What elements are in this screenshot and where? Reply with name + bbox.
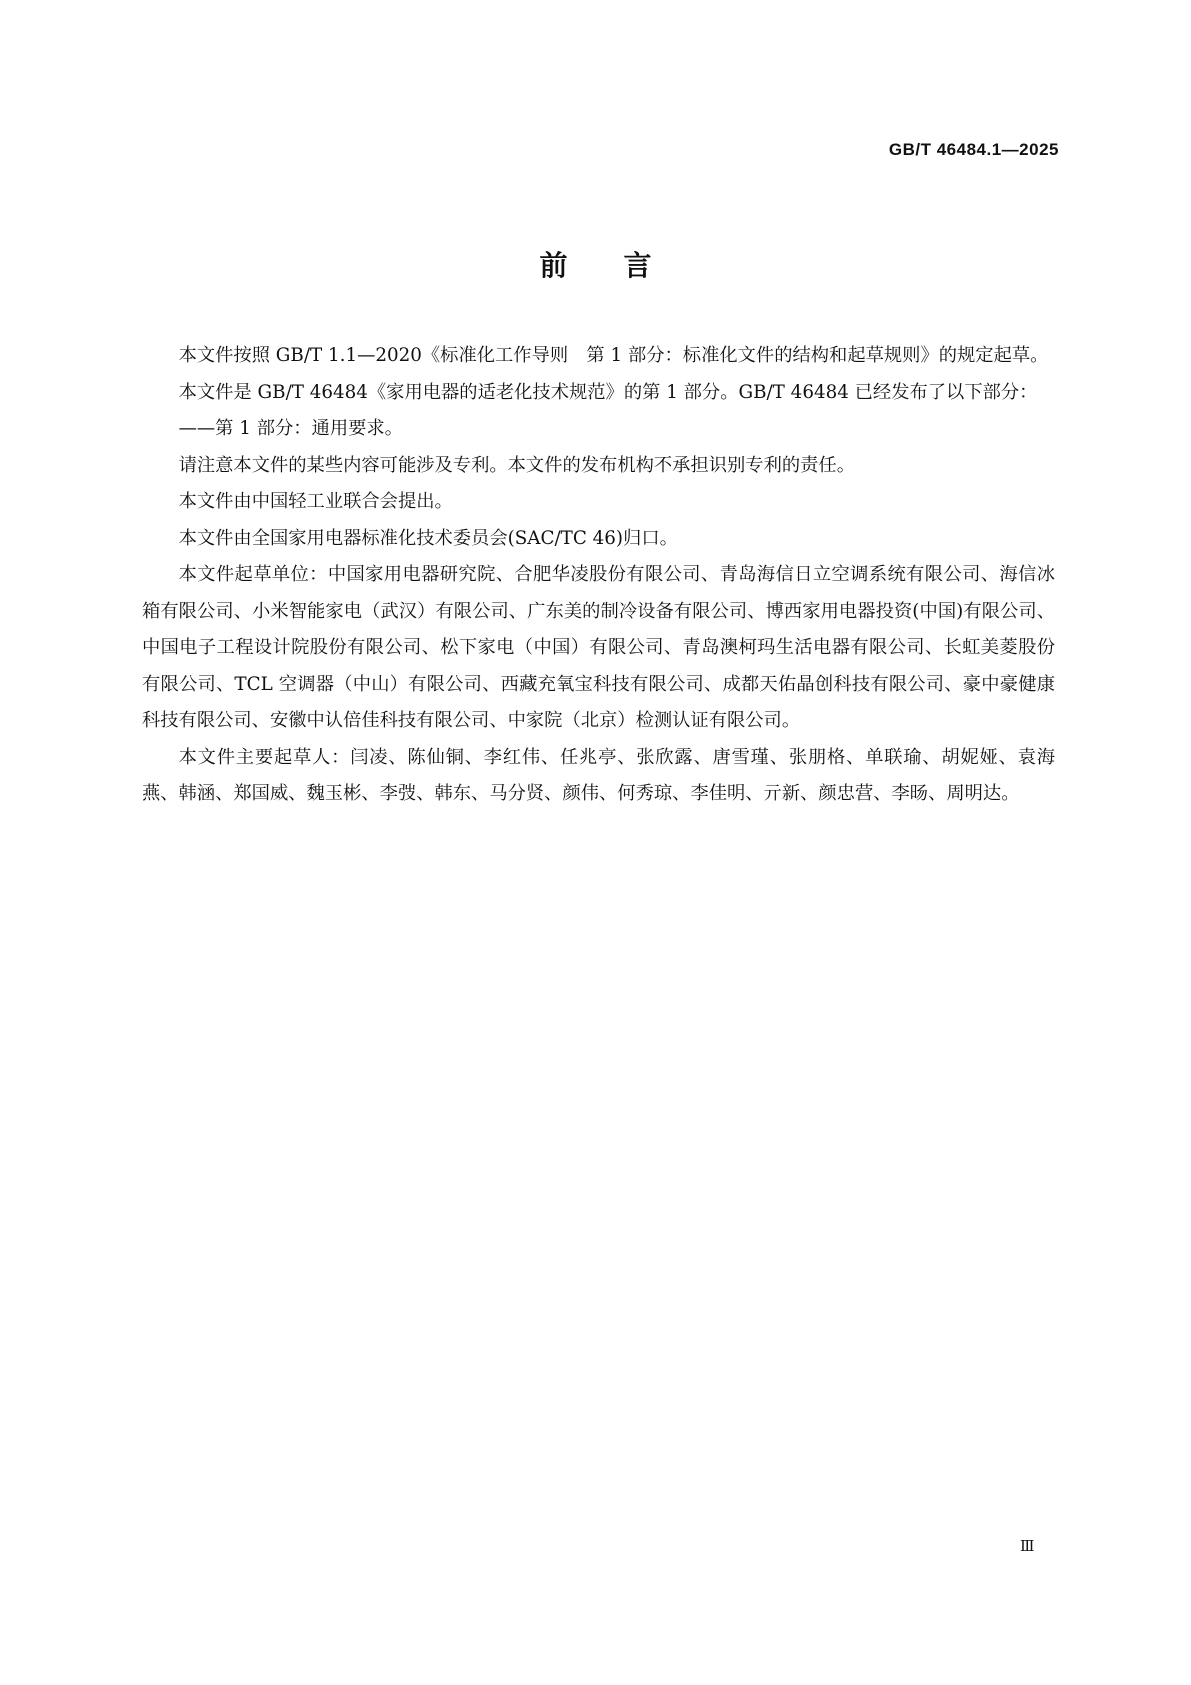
paragraph-drafting-units: 本文件起草单位：中国家用电器研究院、合肥华凌股份有限公司、青岛海信日立空调系统有限公司、海信冰箱有限公司、小米智能家电（武汉）有限公司、广东美的制冷设备有限公司、博西家用电器投资(中国)有限公司、中国电子工程设计院股份有限公司、松下家电（中国）有限公司、青岛澳柯玛生活电器有限公司、长虹美菱股份有限公司、TCL 空调器（中山）有限公司、西藏充氧宝科技有限公司、成都天佑晶创科技有限公司、豪中豪健康科技有限公司、安徽中认倍佳科技有限公司、中家院（北京）检测认证有限公司。: [142, 564, 1055, 731]
title-char-1: 前: [539, 249, 568, 282]
page-number: Ⅲ: [1020, 1537, 1035, 1555]
standard-number: GB/T 46484.1—2025: [888, 140, 1059, 159]
paragraph-patent-notice: 请注意本文件的某些内容可能涉及专利。本文件的发布机构不承担识别专利的责任。: [178, 454, 855, 476]
paragraph-administrator: 本文件由全国家用电器标准化技术委员会(SAC/TC 46)归口。: [178, 527, 678, 549]
page-title: [0, 244, 1191, 284]
foreword-body: [142, 338, 1055, 813]
paragraph-proposer: 本文件由中国轻工业联合会提出。: [178, 491, 453, 512]
paragraph-drafting-rules: 本文件按照 GB/T 1.1—2020《标准化工作导则 第 1 部分：标准化文件的结构和起草规则》的规定起草。: [178, 345, 1049, 366]
paragraph-drafters: 本文件主要起草人：闫凌、陈仙铜、李红伟、任兆亭、张欣露、唐雪瑾、张朋格、单联瑜、胡妮娅、袁海燕、韩涵、郑国威、魏玉彬、李弢、韩东、马分贤、颜伟、何秀琼、李佳明、亓新、颜忠营、李旸、周明达。: [142, 746, 1055, 804]
paragraph-part-statement: 本文件是 GB/T 46484《家用电器的适老化技术规范》的第 1 部分。GB/T 46484 已经发布了以下部分：: [178, 381, 1038, 403]
paragraph-part-list-item: ——第 1 部分：通用要求。: [178, 418, 403, 439]
title-char-2: 言: [623, 249, 652, 282]
